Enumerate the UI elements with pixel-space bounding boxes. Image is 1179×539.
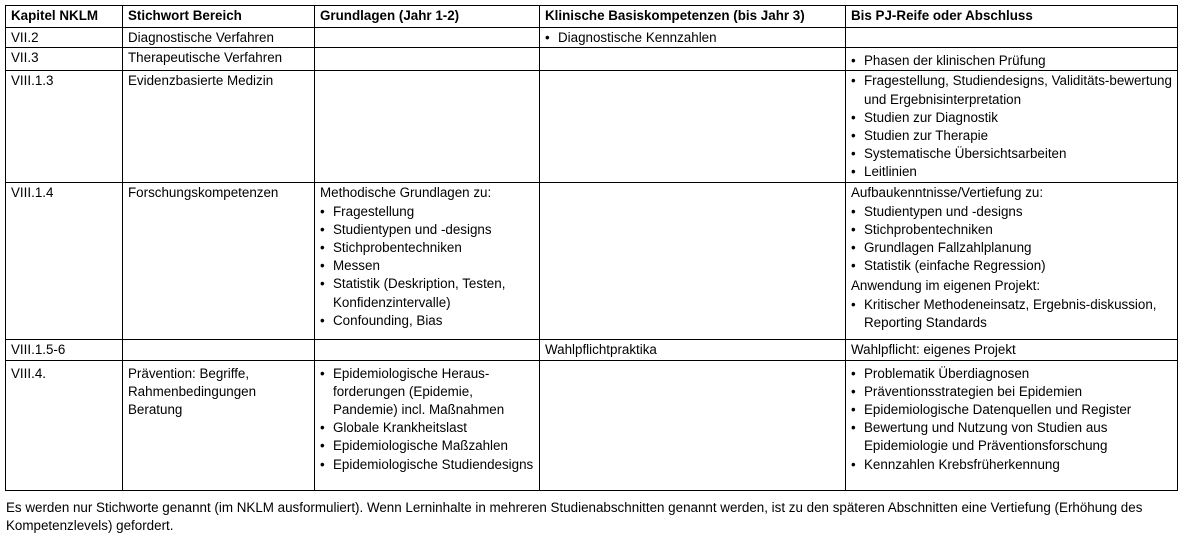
footnote: Es werden nur Stichworte genannt (im NKLM ausformuliert). Wenn Lerninhalte in mehreren Studienabschnitten genannt werden, ist zu den späteren Abschnitten eine Vertiefung (Erhöhung des Kompetenzlevels) gefordert.: [6, 500, 1143, 533]
bullet-list: [320, 365, 535, 474]
cell-kapitel: VIII.1.3: [6, 71, 123, 183]
cell-basis: [540, 183, 846, 340]
cell-bereich: Therapeutische Verfahren: [123, 48, 315, 71]
cell-bereich: Forschungskompetenzen: [123, 183, 315, 340]
list-item: • Systematische Übersichtsarbeiten: [851, 145, 1173, 163]
cell-grundlagen: [315, 183, 540, 340]
cell-grundlagen: [315, 360, 540, 490]
header-pj-reife: Bis PJ-Reife oder Abschluss: [846, 6, 1178, 28]
cell-bereich: [123, 340, 315, 360]
list-item: • Phasen der klinischen Prüfung: [851, 52, 1173, 70]
grundlagen-intro: Methodische Grundlagen zu:: [320, 185, 492, 201]
pj-intro-projekt: Anwendung im eigenen Projekt:: [851, 278, 1041, 294]
table-row: [6, 28, 1178, 48]
cell-grundlagen: [315, 28, 540, 48]
list-item: • Statistik (Deskription, Testen, Konfidenzintervalle): [320, 275, 535, 311]
list-item: • Epidemiologische Heraus-forderungen (Epidemie, Pandemie) incl. Maßnahmen: [320, 365, 535, 420]
cell-basis: [540, 360, 846, 490]
cell-grundlagen: [315, 71, 540, 183]
cell-kapitel: VIII.1.4: [6, 183, 123, 340]
list-item: • Diagnostische Kennzahlen: [545, 29, 841, 47]
cell-kapitel: VIII.4.: [6, 360, 123, 490]
header-klinische-basiskompetenzen: Klinische Basiskompetenzen (bis Jahr 3): [540, 6, 846, 28]
table-row: [6, 71, 1178, 183]
cell-bereich: Prävention: Begriffe, Rahmenbedingungen Beratung: [123, 360, 315, 490]
table-row: [6, 48, 1178, 71]
cell-basis: [540, 28, 846, 48]
list-item: • Messen: [320, 257, 535, 275]
list-item: • Stichprobentechniken: [320, 239, 535, 257]
cell-bereich: Evidenzbasierte Medizin: [123, 71, 315, 183]
cell-basis: [540, 71, 846, 183]
nklm-table: [5, 5, 1178, 491]
list-item: • Studientypen und -designs: [320, 221, 535, 239]
bullet-list: [851, 365, 1173, 474]
list-item: • Grundlagen Fallzahlplanung: [851, 239, 1173, 257]
cell-pj: Wahlpflicht: eigenes Projekt: [846, 340, 1178, 360]
list-item: • Fragestellung: [320, 203, 535, 221]
cell-pj: [846, 71, 1178, 183]
list-item: • Statistik (einfache Regression): [851, 257, 1173, 275]
list-item: • Studien zur Therapie: [851, 127, 1173, 145]
cell-pj: [846, 183, 1178, 340]
bullet-list: [851, 296, 1173, 332]
header-kapitel: Kapitel NKLM: [6, 6, 123, 28]
table-row: [6, 183, 1178, 340]
list-item: • Stichprobentechniken: [851, 221, 1173, 239]
list-item: • Studientypen und -designs: [851, 203, 1173, 221]
list-item: • Problematik Überdiagnosen: [851, 365, 1173, 383]
list-item: • Confounding, Bias: [320, 312, 535, 330]
list-item: • Präventionsstrategien bei Epidemien: [851, 383, 1173, 401]
cell-pj: [846, 28, 1178, 48]
bullet-list: [851, 203, 1173, 276]
list-item: • Kennzahlen Krebsfrüherkennung: [851, 456, 1173, 474]
list-item: • Studien zur Diagnostik: [851, 109, 1173, 127]
cell-basis: Wahlpflichtpraktika: [540, 340, 846, 360]
table-row: [6, 360, 1178, 490]
table-header-row: [6, 6, 1178, 28]
bullet-list: [851, 72, 1173, 181]
list-item: • Epidemiologische Studiendesigns: [320, 456, 535, 474]
cell-bereich: Diagnostische Verfahren: [123, 28, 315, 48]
cell-grundlagen: [315, 340, 540, 360]
cell-kapitel: VIII.1.5-6: [6, 340, 123, 360]
list-item: • Epidemiologische Datenquellen und Register: [851, 401, 1173, 419]
header-stichwort-bereich: Stichwort Bereich: [123, 6, 315, 28]
header-grundlagen: Grundlagen (Jahr 1-2): [315, 6, 540, 28]
list-item: • Kritischer Methodeneinsatz, Ergebnis-diskussion, Reporting Standards: [851, 296, 1173, 332]
cell-grundlagen: [315, 48, 540, 71]
bullet-list: [545, 29, 841, 47]
list-item: • Leitlinien: [851, 163, 1173, 181]
list-item: • Bewertung und Nutzung von Studien aus Epidemiologie und Präventionsforschung: [851, 419, 1173, 455]
cell-basis: [540, 48, 846, 71]
cell-kapitel: VII.2: [6, 28, 123, 48]
table-row: [6, 340, 1178, 360]
bullet-list: [851, 52, 1173, 70]
pj-intro: Aufbaukenntnisse/Vertiefung zu:: [851, 185, 1044, 201]
cell-pj: [846, 360, 1178, 490]
bullet-list: [320, 203, 535, 330]
cell-kapitel: VII.3: [6, 48, 123, 71]
list-item: • Epidemiologische Maßzahlen: [320, 437, 535, 455]
list-item: • Fragestellung, Studiendesigns, Validitäts-bewertung und Ergebnisinterpretation: [851, 72, 1173, 108]
list-item: • Globale Krankheitslast: [320, 419, 535, 437]
cell-pj: [846, 48, 1178, 71]
